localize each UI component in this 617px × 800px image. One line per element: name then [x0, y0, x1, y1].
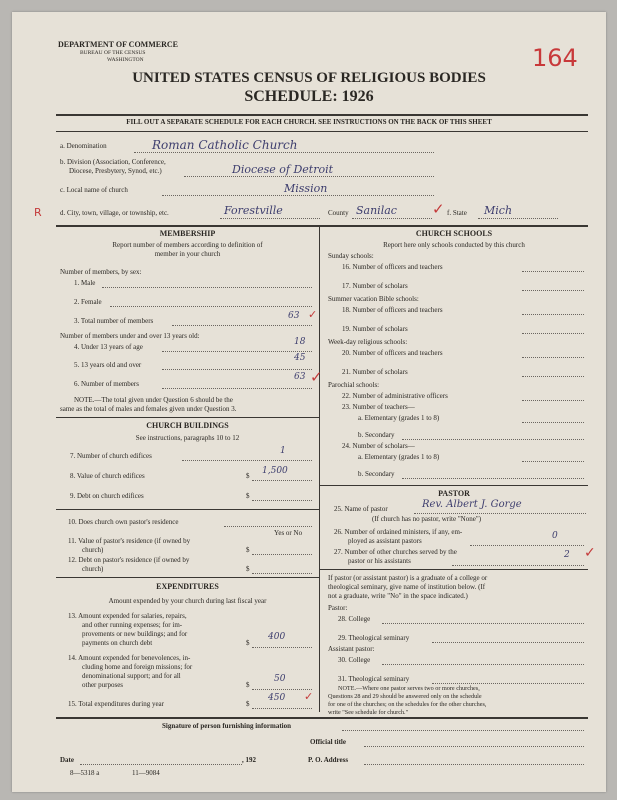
q6-value: 63 — [294, 372, 306, 382]
q14-label-2: cluding home and foreign missions; for — [82, 663, 193, 671]
q27-label-1: 27. Number of other churches served by the — [334, 548, 457, 556]
q11-label-2: church) — [82, 546, 104, 554]
membership-intro-1: Report number of members according to definition of — [112, 241, 263, 249]
q27-label-2: pastor or his assistants — [348, 557, 411, 565]
state-value: Mich — [484, 204, 513, 217]
q5-label: 5. 13 years old and over — [74, 361, 142, 369]
county-label: County — [328, 209, 349, 217]
q7-label: 7. Number of church edifices — [70, 452, 152, 460]
denomination-label: a. Denomination — [60, 142, 107, 150]
buildings-title: CHURCH BUILDINGS — [146, 421, 229, 430]
general-instruction: FILL OUT A SEPARATE SCHEDULE FOR EACH CHURCH. SEE INSTRUCTIONS ON THE BACK OF THIS SHEET — [126, 118, 492, 126]
q11-dollar: $ — [246, 546, 250, 554]
form-code-2: 11—9084 — [132, 769, 160, 777]
q13-label-4: payments on church debt — [82, 639, 153, 647]
pastor-note-2: Questions 28 and 29 should be answered only on the schedule — [328, 693, 482, 700]
q15-label: 15. Total expenditures during year — [68, 700, 164, 708]
by-age-label: Number of members under and over 13 years old: — [60, 332, 200, 340]
q11-label-1: 11. Value of pastor's residence (if owned by — [68, 537, 191, 545]
q13-dollar: $ — [246, 639, 250, 647]
form-title: UNITED STATES CENSUS OF RELIGIOUS BODIES — [132, 70, 486, 86]
form-schedule: SCHEDULE: 1926 — [244, 88, 374, 105]
q15-dollar: $ — [246, 700, 250, 708]
q7-value: 1 — [280, 446, 286, 456]
membership-title: MEMBERSHIP — [159, 229, 216, 238]
division-label-1: b. Division (Association, Conference, — [60, 158, 166, 166]
assistant-subhead: Assistant pastor: — [328, 645, 375, 653]
schools-title: CHURCH SCHOOLS — [415, 229, 493, 238]
summer-label: Summer vacation Bible schools: — [328, 295, 419, 303]
state-label: f. State — [447, 209, 467, 217]
q12-label-2: church) — [82, 565, 104, 573]
q6-label: 6. Number of members — [74, 380, 139, 388]
q13-label-1: 13. Amount expended for salaries, repairs, — [68, 612, 187, 620]
margin-mark: R — [34, 206, 42, 219]
q13-label-3: provements or new buildings; and for — [82, 630, 188, 638]
year-label: , 192 — [242, 756, 256, 764]
q8-dollar: $ — [246, 472, 250, 480]
bureau-name: BUREAU OF THE CENSUS — [80, 50, 146, 56]
q8-value: 1,500 — [262, 466, 288, 476]
county-value: Sanilac — [356, 204, 397, 217]
q24-label: 24. Number of scholars— — [342, 442, 415, 450]
expenditures-title: EXPENDITURES — [156, 582, 219, 591]
q12-dollar: $ — [246, 565, 250, 573]
q23-label: 23. Number of teachers— — [342, 403, 415, 411]
q8-label: 8. Value of church edifices — [70, 472, 145, 480]
q24b-label: b. Secondary — [358, 470, 395, 478]
page-number: 164 — [532, 44, 578, 72]
q9-label: 9. Debt on church edifices — [70, 492, 144, 500]
q23b-label: b. Secondary — [358, 431, 395, 439]
q22-label: 22. Number of administrative officers — [342, 392, 448, 400]
form-code-1: 8—5318 a — [70, 769, 100, 777]
graduate-note-3: not a graduate, write "No" in the space indicated.) — [328, 592, 468, 600]
census-schedule-sheet: DEPARTMENT OF COMMERCE BUREAU OF THE CENSUS WASHINGTON 164 UNITED STATES CENSUS OF RELIGIOUS BODIES SCHEDULE: 1926 FILL OUT A SEPARATE SCHEDULE FOR EACH CHURCH. SEE INSTRUCTIONS ON THE BACK OF THIS SHEET a. Denomination Roman Catholic Church b. Division (Association, Conference, Diocese, Presbytery, Synod, etc.) Diocese of Detroit c. Local name of church Mission R d. City, town, village, or township, etc. Forestville County Sanilac ✓ f. State Mich MEMBERSHIP Report number of members according to definition of member in your church Number of members, by sex: 1. Male 2. Female 3. Total number of members 63 ✓ Number of members under and over 13 years old: 4. Under 13 years of age 18 5. 13 years old and over 45 6. Number of members 63 ✓ NOTE.—The total given under Question 6 should be the same as the total of males and females given under Question 3. CHURCH BUILDINGS See instructions, paragraphs 10 to 12 7. Number of church edifices 1 8. Value of church edifices $ 1,500 9. Debt on church edifices $ 10. Does church own pastor's residence Yes or No 11. Value of pastor's residence (if owned by church) $ 12. Debt on pastor's residence (if owned by church) $ EXPENDITURES Amount expended by your church during last fiscal year 13. Amount expended for salaries, repairs, and other running expenses; for im- provements or new buildings; and for payments on church debt $ 400 14. Amount expended for benevolences, in- cluding home and foreign missions; for denominational support; and for all other purposes $ 50 15. Total expenditures during year $ 450 ✓ CHURCH SCHOOLS Report here only schools conducted by this church Sunday schools: 16. Number of officers and teachers 17. Number of scholars Summer vacation Bible schools: 18. Number of officers and teachers 19. Number of scholars Week-day religious schools: 20. Number of officers and teachers 21. Number of scholars Parochial schools: 22. Number of administrative officers 23. Number of teachers— a. Elementary (grades 1 to 8) b. Secondary 24. Number of scholars— a. Elementary (grades 1 to 8) b. Secondary PASTOR 25. Name of pastor Rev. Albert J. Gorge (If church has no pastor, write "None") 26. Number of ordained ministers, if any, em- ployed as assistant pastors 0 27. Number of other churches served by the pastor or his assistants 2 ✓ If pastor (or assistant pastor) is a graduate of a college or theological seminary, give name of institution below. (If not a graduate, write "No" in the space indicated.) Pastor: 28. College 29. Theological seminary Assistant pastor: 30. College 31. Theological seminary NOTE.—Where one pastor serves two or more churches, Questions 28 and 29 should be answered only on the schedule for one of the churches; on the schedules for the other churches, write "See schedule for church." Signature of person furnishing information Official title Date , 192 P. O. Address 8—5318 a 11—9084 — [12, 12, 606, 792]
q18-label: 18. Number of officers and teachers — [342, 306, 443, 314]
q3-value: 63 — [288, 311, 300, 321]
weekday-label: Week-day religious schools: — [328, 338, 408, 346]
division-label-2: Diocese, Presbytery, Synod, etc.) — [69, 167, 162, 175]
q14-label-3: denominational support; and for all — [82, 672, 181, 680]
membership-intro-2: member in your church — [154, 250, 221, 258]
buildings-sub: See instructions, paragraphs 10 to 12 — [135, 434, 240, 442]
q4-value: 18 — [294, 337, 306, 347]
parochial-label: Parochial schools: — [328, 381, 380, 389]
q28-label: 28. College — [338, 615, 371, 623]
q25-note: (If church has no pastor, write "None") — [372, 515, 482, 523]
q25-value: Rev. Albert J. Gorge — [422, 499, 522, 510]
denomination-value: Roman Catholic Church — [152, 138, 298, 152]
city-value: Forestville — [224, 204, 283, 217]
q31-label: 31. Theological seminary — [338, 675, 410, 683]
sunday-label: Sunday schools: — [328, 252, 374, 260]
pastor-note-4: write "See schedule for church." — [328, 709, 409, 716]
schools-sub: Report here only schools conducted by this church — [383, 241, 525, 249]
city-name: WASHINGTON — [107, 57, 144, 63]
signature-label: Signature of person furnishing information — [162, 722, 291, 730]
graduate-note-2: theological seminary, give name of institution below. (If — [328, 583, 486, 591]
graduate-note-1: If pastor (or assistant pastor) is a graduate of a college or — [328, 574, 488, 582]
q15-value: 450 — [268, 693, 286, 703]
q20-label: 20. Number of officers and teachers — [342, 349, 443, 357]
division-value: Diocese of Detroit — [232, 163, 334, 176]
q17-label: 17. Number of scholars — [342, 282, 408, 290]
pastor-note-1: NOTE.—Where one pastor serves two or more churches, — [338, 685, 480, 692]
q30-label: 30. College — [338, 656, 371, 664]
q24a-label: a. Elementary (grades 1 to 8) — [358, 453, 440, 461]
pastor-title: PASTOR — [438, 489, 470, 498]
expenditures-sub: Amount expended by your church during last fiscal year — [108, 597, 267, 605]
q25-label: 25. Name of pastor — [334, 505, 388, 513]
q16-label: 16. Number of officers and teachers — [342, 263, 443, 271]
q14-value: 50 — [274, 674, 286, 684]
pastor-note-3: for one of the churches; on the schedules for the other churches, — [328, 701, 487, 708]
q4-label: 4. Under 13 years of age — [74, 343, 143, 351]
local-name-label: c. Local name of church — [60, 186, 128, 194]
q23a-label: a. Elementary (grades 1 to 8) — [358, 414, 440, 422]
q3-label: 3. Total number of members — [74, 317, 154, 325]
q26-label-2: ployed as assistant pastors — [348, 537, 422, 545]
membership-note-1: NOTE.—The total given under Question 6 should be the — [74, 396, 233, 404]
by-sex-label: Number of members, by sex: — [60, 268, 142, 276]
local-name-value: Mission — [284, 182, 328, 195]
q14-label-1: 14. Amount expended for benevolences, in- — [68, 654, 191, 662]
q13-value: 400 — [268, 632, 286, 642]
q5-value: 45 — [294, 353, 306, 363]
q19-label: 19. Number of scholars — [342, 325, 408, 333]
city-label: d. City, town, village, or township, etc. — [60, 209, 169, 217]
po-address-label: P. O. Address — [308, 756, 349, 764]
q12-label-1: 12. Debt on pastor's residence (if owned by — [68, 556, 190, 564]
q26-label-1: 26. Number of ordained ministers, if any, em- — [334, 528, 463, 536]
q14-dollar: $ — [246, 681, 250, 689]
yes-no-hint: Yes or No — [274, 529, 303, 537]
q2-label: 2. Female — [74, 298, 102, 306]
q29-label: 29. Theological seminary — [338, 634, 410, 642]
q9-dollar: $ — [246, 492, 250, 500]
q21-label: 21. Number of scholars — [342, 368, 408, 376]
q27-value: 2 — [564, 550, 570, 560]
official-title-label: Official title — [310, 738, 346, 746]
q1-label: 1. Male — [74, 279, 96, 287]
q14-label-4: other purposes — [82, 681, 124, 689]
date-label: Date — [60, 756, 74, 764]
membership-note-2: same as the total of males and females given under Question 3. — [60, 405, 237, 413]
department-name: DEPARTMENT OF COMMERCE — [58, 40, 179, 49]
q13-label-2: and other running expenses; for im- — [82, 621, 183, 629]
q26-value: 0 — [552, 531, 558, 541]
q10-label: 10. Does church own pastor's residence — [68, 518, 179, 526]
pastor-subhead: Pastor: — [328, 604, 348, 612]
